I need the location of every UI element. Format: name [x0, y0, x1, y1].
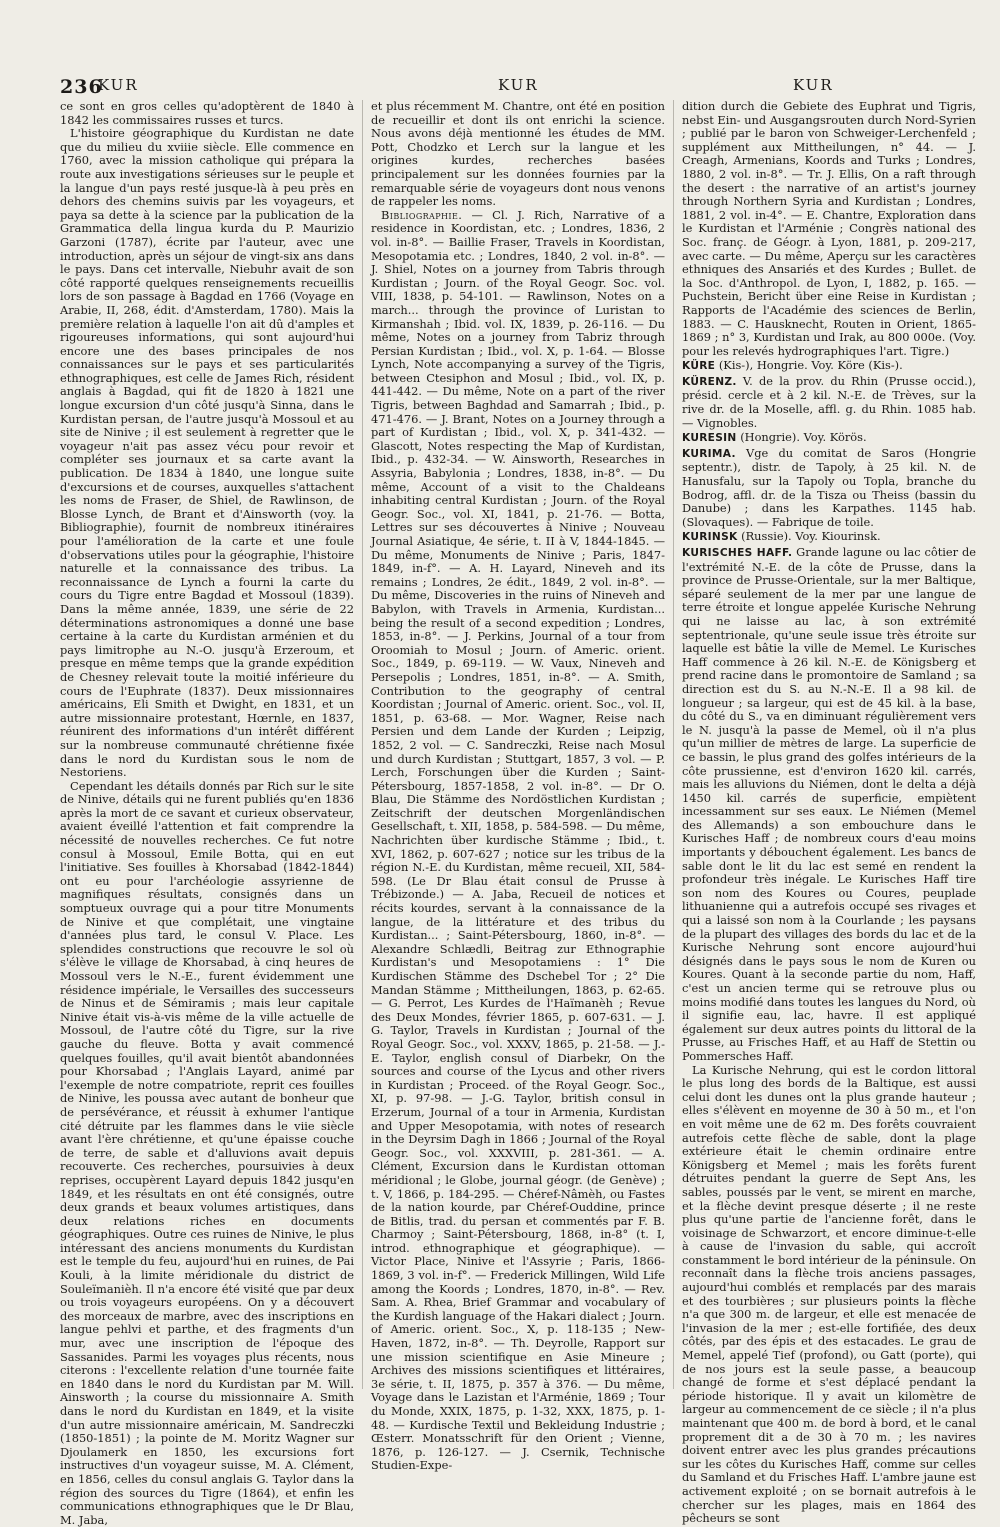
paragraph: et plus récemment M. Chantre, ont été en position de recueillir et dont ils ont enrichi la science. Nous avons déjà mentionné les études de MM. Pott, Chodzko et Lerch sur la langue et les origines kurdes, recherches basées principalement sur les données fournies par la remarquable série de voyageurs dont nous venons de rappeler les noms.: [371, 99, 665, 209]
text-columns: [60, 99, 976, 1527]
page-header: [60, 70, 976, 102]
column-3: [682, 99, 976, 1526]
entry-kurisches-haff: KURISCHES HAFF. Grande lagune ou lac côtier de l'extrémité N.-E. de la côte de Prusse, dans la province de Prusse-Orientale, sur la mer Baltique, séparé seulement de la mer par une langue de terre étroite et longue appelée Kurische Nehrung qui ne laisse au lac, à son extrémité septentrionale, qu'une seule issue très étroite sur laquelle est bâtie la ville de Memel. Le Kurisches Haff commence à 26 kil. N.-E. de Königsberg et prend racine dans le promontoire de Samland ; sa direction est du S. au N.-N.-E. Il a 98 kil. de longueur ; sa largeur, qui est de 45 kil. à la base, du côté du S., va en diminuant régulièrement vers le N. jusqu'à la passe de Memel, où il n'a plus qu'un millier de mètres de large. La superficie de ce bassin, le plus grand des golfes intérieurs de la côte prussienne, est d'environ 1620 kil. carrés, mais les alluvions du Niémen, dont le delta a déjà 1450 kil. carrés de superficie, empiètent incessamment sur ses eaux. Le Niémen (Memel des Allemands) a son embouchure dans le Kurisches Haff ; de nombreux cours d'eau moins importants y débouchent également. Les bancs de sable dont le lit du lac est semé en rendent la profondeur très inégale. Le Kurisches Haff tire son nom des Koures ou Coures, peuplade lithuanienne qui a autrefois occupé ses rivages et qui a laissé son nom à la Courlande ; les paysans de la plupart des villages des bords du lac et de la Kurische Nehrung sont encore aujourd'hui désignés dans le pays sous le nom de Kuren ou Koures. Quant à la seconde partie du nom, Haff, c'est un ancien terme qui se retrouve plus ou moins modifié dans toutes les langues du Nord, où il signifie eau, lac, havre. Il est appliqué également sur deux autres points du littoral de la Prusse, au Frisches Haff, et au Haff de Stettin ou Pommersches Haff.: [682, 545, 976, 1063]
entry-kurenz: KÜRENZ. V. de la prov. du Rhin (Prusse occid.), présid. cercle et à 2 kil. N.-E. de Trèves, sur la rive dr. de la Moselle, affl. g. du Rhin. 1085 hab. — Vignobles.: [682, 373, 976, 430]
paragraph: La Kurische Nehrung, qui est le cordon littoral le plus long des bords de la Baltique, est aussi celui dont les dunes ont la plus grande hauteur ; elles s'élèvent en moyenne de 30 à 50 m., et l'on en voit même une de 62 m. Des forêts couvraient autrefois cette flèche de sable, dont la plage extérieure était le chemin ordinaire entre Königsberg et Memel ; mais les forêts furent détruites pendant la guerre de Sept Ans, les sables, poussés par le vent, se mirent en marche, et la flèche devint presque déserte ; il ne reste plus qu'une partie de l'ancienne forêt, dans le voisinage de Schwarzort, et encore diminue-t-elle à cause de l'invasion du sable, qui accroît constamment le bord intérieur de la péninsule. On reconnaît dans la flèche trois anciens passages, aujourd'hui comblés et remplacés par des marais et des tourbières ; sur plusieurs points la flèche n'a que 300 m. de largeur, et elle est menacée de l'invasion de la mer ; est-elle fortifiée, des deux côtés, par des épis et des estacades. Le grau de Memel, appelé Tief (profond), ou Gatt (porte), qui de nos jours est la seule passe, a beaucoup changé de forme et s'est déplacé pendant la période historique. Il y avait un kilomètre de largeur au commencement de ce siècle ; il n'a plus maintenant que 400 m. de bord à bord, et le canal proprement dit a de 30 à 70 m. ; les navires doivent entrer avec les plus grandes précautions sur les côtes du Kurisches Haff, comme sur celles du Samland et du Frisches Haff. L'ambre jaune est activement exploité ; on se bornait autrefois à le chercher sur les plages, mais en 1864 des pêcheurs se sont: [682, 1062, 976, 1526]
bibliography-label: Bibliographie.: [381, 207, 463, 222]
bibliography-paragraph: Bibliographie. — Cl. J. Rich, Narrative of a residence in Koordistan, etc. ; Londres, 1836, 2 vol. in-8°. — Baillie Fraser, Travels in Koordistan, Mesopotamia etc. ; Londres, 1840, 2 vol. in-8°. — J. Shiel, Notes on a journey from Tabris through Kurdistan ; Journ. of the Royal Geogr. Soc. vol. VIII, 1838, p. 54-101. — Rawlinson, Notes on a march... through the province of Luristan to Kirmanshah ; Ibid. vol. IX, 1839, p. 26-116. — Du même, Notes on a journey from Tabriz through Persian Kurdistan ; Ibid., vol. X, p. 1-64. — Blosse Lynch, Note accompanying a survey of the Tigris, between Ctesiphon and Mosul ; Ibid., vol. IX, p. 441-442. — Du même, Note on a part of the river Tigris, between Baghdad and Samarrah ; Ibid., p. 471-476. — J. Brant, Notes on a Journey through a part of Kurdistan ; Ibid., vol. X, p. 341-432. — Glascott, Notes respecting the Map of Kurdistan, Ibid., p. 432-34. — W. Ainsworth, Researches in Assyria, Babylonia ; Londres, 1838, in-8°. — Du même, Account of a visit to the Chaldeans inhabiting central Kurdistan ; Journ. of the Royal Geogr. Soc., vol. XI, 1841, p. 21-76. — Botta, Lettres sur ses découvertes à Ninive ; Nouveau Journal Asiatique, 4e série, t. II à V, 1844-1845. — Du même, Monuments de Ninive ; Paris, 1847-1849, in-f°. — A. H. Layard, Nineveh and its remains ; Londres, 2e édit., 1849, 2 vol. in-8°. — Du même, Discoveries in the ruins of Nineveh and Babylon, with Travels in Armenia, Kurdistan... being the result of a second expedition ; Londres, 1853, in-8°. — J. Perkins, Journal of a tour from Oroomiah to Mosul ; Journ. of Americ. orient. Soc., 1849, p. 69-119. — W. Vaux, Nineveh and Persepolis ; Londres, 1851, in-8°. — A. Smith, Contribution to the geography of central Koordistan ; Journal of Americ. orient. Soc., vol. II, 1851, p. 63-68. — Mor. Wagner, Reise nach Persien und dem Lande der Kurden ; Leipzig, 1852, 2 vol. — C. Sandreczki, Reise nach Mosul und durch Kurdistan ; Stuttgart, 1857, 3 vol. — P. Lerch, Forschungen über die Kurden ; Saint-Pétersbourg, 1857-1858, 2 vol. in-8°. — Dr O. Blau, Die Stämme des Nordöstlichen Kurdistan ; Zeitschrift der deutschen Morgenländischen Gesellschaft, t. XII, 1858, p. 584-598. — Du même, Nachrichten über kurdische Stämme ; Ibid., t. XVI, 1862, p. 607-627 ; notice sur les tribus de la région N.-E. du Kurdistan, même recueil, XII, 584-598. (Le Dr Blau était consul de Prusse à Trébizonde.) — A. Jaba, Recueil de notices et récits kourdes, servant à la connaissance de la langue, de la littérature et des tribus du Kurdistan... ; Saint-Pétersbourg, 1860, in-8°. — Alexandre Schlædli, Beitrag zur Ethnographie Kurdistan's und Mesopotamiens : 1° Die Kurdischen Stämme des Dschebel Tor ; 2° Die Mandan Stämme ; Mittheilungen, 1863, p. 62-65. — G. Perrot, Les Kurdes de l'Haïmanèh ; Revue des Deux Mondes, février 1865, p. 607-631. — J. G. Taylor, Travels in Kurdistan ; Journal of the Royal Geogr. Soc., vol. XXXV, 1865, p. 21-58. — J.-E. Taylor, english consul of Diarbekr, On the sources and course of the Lycus and other rivers in Kurdistan ; Proceed. of the Royal Geogr. Soc., XI, p. 97-98. — J.-G. Taylor, british consul in Erzerum, Journal of a tour in Armenia, Kurdistan and Upper Mesopotamia, with notes of research in the Deyrsim Dagh in 1866 ; Journal of the Royal Geogr. Soc., vol. XXXVIII, p. 281-361. — A. Clément, Excursion dans le Kurdistan ottoman méridional ; le Globe, journal géogr. (de Genève) ; t. V, 1866, p. 184-295. — Chéref-Nâmèh, ou Fastes de la nation kourde, par Chéref-Ouddine, prince de Bitlis, trad. du persan et commentés par F. B. Charmoy ; Saint-Pétersbourg, 1868, in-8° (t. I, introd. ethnographique et géographique). — Victor Place, Ninive et l'Assyrie ; Paris, 1866-1869, 3 vol. in-f°. — Frederick Millingen, Wild Life among the Koords ; Londres, 1870, in-8°. — Rev. Sam. A. Rhea, Brief Grammar and vocabulary of the Kurdish language of the Hakari dialect ; Journ. of Americ. orient. Soc., X, p. 118-135 ; New-Haven, 1872, in-8°. — Th. Deyrolle, Rapport sur une mission scientifique en Asie Mineure ; Archives des missions scientifiques et littéraires, 3e série, t. II, 1875, p. 357 à 376. — Du même, Voyage dans le Lazistan et l'Arménie, 1869 ; Tour du Monde, XXIX, 1875, p. 1-32, XXX, 1875, p. 1-48. — Kurdische Textil und Bekleidung Industrie ; Œsterr. Monatsschrift für den Orient ; Vienne, 1876, p. 126-127. — J. Csernik, Technische Studien-Expe-: [371, 207, 665, 1473]
headword: KÜRENZ.: [682, 375, 737, 388]
paragraph: ce sont en gros celles qu'adoptèrent de 1840 à 1842 les commissaires russes et turcs.: [60, 99, 354, 127]
headword: KURIMA.: [682, 447, 736, 460]
headword: KURINSK: [682, 531, 738, 544]
entry-kurima: KURIMA. Vge du comitat de Saros (Hongrie septentr.), distr. de Tapoly, à 25 kil. N. de Hanusfalu, sur la Tapoly ou Topla, branche du Bodrog, affl. dr. de la Tisza ou Theiss (bassin du Danube) ; dans les Karpathes. 1145 hab. (Slovaques). — Fabrique de toile.: [682, 445, 976, 529]
headword: KURISCHES HAFF.: [682, 547, 793, 559]
headword: KURESIN: [682, 432, 737, 445]
paragraph: dition durch die Gebiete des Euphrat und Tigris, nebst Ein- und Ausgangsrouten durch Nord-Syrien ; publié par le baron von Schweiger-Lerchenfeld ; supplément aux Mittheilungen, n° 44. — J. Creagh, Armenians, Koords and Turks ; Londres, 1880, 2 vol. in-8°. — Tr. J. Ellis, On a raft through the desert : the narrative of an artist's journey through Northern Syria and Kurdistan ; Londres, 1881, 2 vol. in-4°. — E. Chantre, Exploration dans le Kurdistan et l'Arménie ; Congrès national des Soc. franç. de Géogr. à Lyon, 1881, p. 209-217, avec carte. — Du même, Aperçu sur les caractères ethniques des Ansariés et des Kurdes ; Bullet. de la Soc. d'Anthropol. de Lyon, I, 1882, p. 165. — Puchstein, Bericht über eine Reise in Kurdistan ; Rapports de l'Académie des sciences de Berlin, 1883. — C. Hausknecht, Routen in Orient, 1865-1869 ; n° 3, Kurdistan und Irak, au 800 000e. (Voy. pour les relevés hydrographiques l'art. Tigre.): [682, 99, 976, 358]
paragraph: Cependant les détails donnés par Rich sur le site de Ninive, détails qui ne furent publiés qu'en 1836 après la mort de ce savant et curieux observateur, avaient éveillé l'attention et fait comprendre la nécessité de nouvelles recherches. Ce fut notre consul à Mossoul, Emile Botta, qui en eut l'initiative. Ses fouilles à Khorsabad (1842-1844) ont eu pour l'archéologie assyrienne de magnifiques résultats, consignés dans un somptueux ouvrage qui a pour titre Monuments de Ninive et que complétait, une vingtaine d'années plus tard, le consul V. Place. Les splendides constructions que recouvre le sol où s'élève le village de Khorsabad, à cinq heures de Mossoul vers le N.-E., furent évidemment une résidence impériale, le Versailles des successeurs de Ninus et de Sémiramis ; mais leur capitale Ninive était vis-à-vis même de la ville actuelle de Mossoul, de l'autre côté du Tigre, sur la rive gauche du fleuve. Botta y avait commencé quelques fouilles, qu'il avait bientôt abandonnées pour Khorsabad ; l'Anglais Layard, animé par l'exemple de notre compatriote, reprit ces fouilles de Ninive, les poussa avec autant de bonheur que de persévérance, et réussit à exhumer l'antique cité détruite par les flammes dans le viie siècle avant l'ère chrétienne, et qu'une épaisse couche de terre, de sable et d'alluvions avait depuis recouverte. Ces recherches, poursuivies à deux reprises, occupèrent Layard depuis 1842 jusqu'en 1849, et les résultats en ont été consignés, outre deux grands et beaux volumes artistiques, dans deux relations riches en documents géographiques. Outre ces ruines de Ninive, le plus intéressant des anciens monuments du Kurdistan est le temple du feu, aujourd'hui en ruines, de Pai Kouli, à la limite méridionale du district de Souleïmanièh. Il n'a encore été visité que par deux ou trois voyageurs européens. On y a découvert des morceaux de marbre, avec des inscriptions en langue pehlvi et parthe, et des fragments d'un mur, avec une inscription de l'époque des Sassanides. Parmi les voyages plus récents, nous citerons : l'excellente relation d'une tournée faite en 1840 dans le nord du Kurdistan par M. Will. Ainsworth ; la course du missionnaire A. Smith dans le nord du Kurdistan en 1849, et la visite d'un autre missionnaire américain, M. Sandreczki (1850-1851) ; la pointe de M. Moritz Wagner sur Djoulamerk en 1850, les excursions fort instructives d'un voyageur suisse, M. A. Clément, en 1856, celles du consul anglais G. Taylor dans la région des sources du Tigre (1864), et enfin les communications ethnographiques que le Dr Blau, M. Jaba,: [60, 778, 354, 1527]
running-head-center: KUR: [498, 76, 539, 94]
column-1: [60, 99, 363, 1527]
entry-kurinsk: KURINSK (Russie). Voy. Kiourinsk.: [682, 529, 881, 544]
entry-kure: KÜRE (Kis-), Hongrie. Voy. Köre (Kis-).: [682, 358, 903, 373]
running-head-right: KUR: [793, 76, 834, 94]
running-head-left: KUR: [98, 76, 139, 94]
entry-kuresin: KURESIN (Hongrie). Voy. Körös.: [682, 430, 867, 445]
paragraph: L'histoire géographique du Kurdistan ne date que du milieu du xviiie siècle. Elle commence en 1760, avec la mission catholique qui prépara la route aux investigations sérieuses sur le peuple et la langue d'un pays resté jusque-là à peu près en dehors des chemins suivis par les voyageurs, et paya sa dette à la science par la publication de la Grammatica della lingua kurda du P. Maurizio Garzoni (1787), écrite par l'auteur, avec une introduction, après un séjour de vingt-six ans dans le pays. Dans cet intervalle, Niebuhr avait de son côté rapporté quelques renseignements recueillis lors de son passage à Bagdad en 1766 (Voyage en Arabie, II, 268, édit. d'Amsterdam, 1780). Mais la première relation à laquelle l'on ait dû d'amples et rigoureuses informations, qui sont aujourd'hui encore une des bases principales de nos connaissances sur le pays et ses particularités ethnographiques, est celle de James Rich, résident anglais à Bagdad, qui fit de 1820 à 1821 une longue excursion d'un côté jusqu'à Sinna, dans le Kurdistan persan, de l'autre jusqu'à Mossoul et au site de Ninive ; il est seulement à regretter que le voyageur n'ait pas assez vécu pour revoir et compléter ses journaux et sa carte avant la publication. De 1834 à 1840, une longue suite d'excursions et de courses, auxquelles s'attachent les noms de Fraser, de Shiel, de Rawlinson, de Blosse Lynch, de Brant et d'Ainsworth (voy. la Bibliographie), fournit de nombreux itinéraires pour l'amélioration de la carte et une foule d'observations utiles pour la géographie, l'histoire naturelle et la connaissance des tribus. La reconnaissance de Lynch a fourni la carte du cours du Tigre entre Bagdad et Mossoul (1839). Dans la même année, 1839, une série de 22 déterminations astronomiques a donné une base certaine à la carte du Kurdistan arménien et du pays limitrophe au N.-O. jusqu'à Erzeroum, et presque en même temps que la grande expédition de Chesney relevait toute la moitié inférieure du cours de l'Euphrate (1837). Deux missionnaires américains, Eli Smith et Dwight, en 1831, et un autre missionnaire protestant, Hœrnle, en 1837, réunirent des informations d'un intérêt différent sur la nombreuse communauté chrétienne fixée dans le nord du Kurdistan sous le nom de Nestoriens.: [60, 126, 354, 780]
headword: KÜRE: [682, 360, 716, 373]
page-number: 236: [60, 76, 103, 98]
column-2: [371, 99, 674, 1473]
